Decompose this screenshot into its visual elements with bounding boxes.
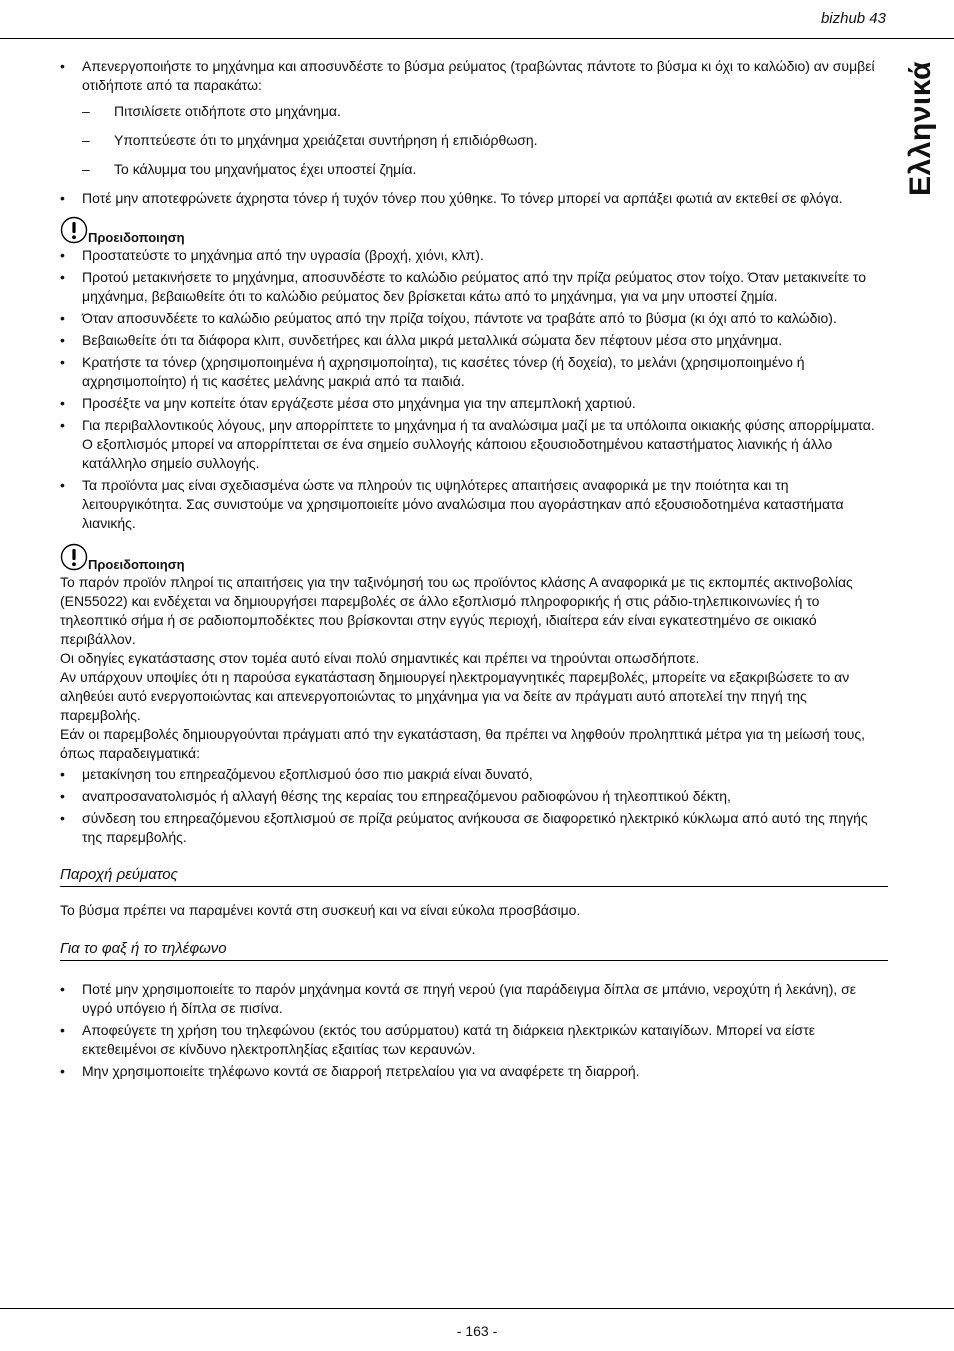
- list-item: • Ποτέ μην αποτεφρώνετε άχρηστα τόνερ ή τυχόν τόνερ που χύθηκε. Το τόνερ μπορεί να αρπάξει φωτιά αν εκτεθεί σε φλόγα.: [60, 189, 888, 208]
- installation-paragraph: Οι οδηγίες εγκατάστασης στον τομέα αυτό είναι πολύ σημαντικές και πρέπει να τηρούνται οπωσδήποτε.: [60, 650, 700, 666]
- list-item: • Όταν αποσυνδέετε το καλώδιο ρεύματος από την πρίζα τοίχου, πάντοτε να τραβάτε από το βύσμα (κι όχι από το καλώδιο).: [60, 309, 888, 328]
- list-item: • Κρατήστε τα τόνερ (χρησιμοποιημένα ή αχρησιμοποίητα), τις κασέτες τόνερ (ή δοχεία), το μελάνι (χρησιμοποιημένο ή αχρησιμοποίητο) ή τις κασέτες μελάνης μακριά από τα παιδιά.: [60, 353, 888, 391]
- measures-list: [60, 765, 888, 847]
- warning-list: [60, 246, 888, 533]
- list-item: • Μην χρησιμοποιείτε τηλέφωνο κοντά σε διαρροή πετρελαίου για να αναφέρετε τη διαρροή.: [60, 1062, 888, 1081]
- page-content: [60, 57, 888, 1084]
- list-item: • Για περιβαλλοντικούς λόγους, μην απορρίπτετε το μηχάνημα ή τα αναλώσιμα μαζί με τα υπόλοιπα οικιακής φύσης απορρίμματα. Ο εξοπλισμός μπορεί να απορρίπτεται σε ένα σημείο συλλογής κάποιου εξουσιοδοτημένου καταστήματος λιανικής ή άλλο κατάλληλο σημείο συλλογής.: [60, 416, 888, 473]
- list-item: • σύνδεση του επηρεαζόμενου εξοπλισμού σε πρίζα ρεύματος ανήκουσα σε διαφορετικό ηλεκτρικό κύκλωμα από αυτό της πηγής της παρεμβολής.: [60, 809, 888, 847]
- warning-heading: [60, 216, 888, 246]
- list-item: – Το κάλυμμα του μηχανήματος έχει υποστεί ζημία.: [82, 160, 888, 179]
- list-item: • Προστατεύστε το μηχάνημα από την υγρασία (βροχή, χιόνι, κλπ).: [60, 246, 888, 265]
- list-item: • Αποφεύγετε τη χρήση του τηλεφώνου (εκτός του ασύρματου) κατά τη διάρκεια ηλεκτρικών καταιγίδων. Μπορεί να είστε εκτεθειμένοι σε κίνδυνο ηλεκτροπληξίας εξαιτίας των κεραυνών.: [60, 1021, 888, 1059]
- warning-icon: [60, 216, 88, 244]
- list-item: • αναπροσανατολισμός ή αλλαγή θέσης της κεραίας του επηρεαζόμενου ραδιοφώνου ή τηλεοπτικού δέκτη,: [60, 787, 888, 806]
- list-item: [60, 57, 888, 179]
- warning-label: Προειδοποιηση: [88, 230, 185, 245]
- header-title: bizhub 43: [820, 10, 886, 27]
- footer-rule: [0, 1308, 954, 1309]
- emission-paragraph: Το παρόν προϊόν πληροί τις απαιτήσεις για την ταξινόμησή του ως προϊόντος κλάσης Α αναφορικά με τις εκπομπές ακτινοβολίας (EN55022) και ενδέχεται να δημιουργήσει παρεμβολές σε άλλο εξοπλισμό πληροφορικής ή στις ράδιο-τηλεπικοινωνίες ή το τηλεοπτικό σήμα ή σε ραδιοπομποδέκτες που βρίσκονται στην εγγύς περιοχή, ιδιαίτερα εάν είναι εγκατεστημένο σε οικιακό περιβάλλον.: [60, 574, 853, 647]
- warning-heading: [60, 543, 888, 573]
- list-item: • Ποτέ μην χρησιμοποιείτε το παρόν μηχάνημα κοντά σε πηγή νερού (για παράδειγμα δίπλα σε μπάνιο, νεροχύτη ή λεκάνη), σε υγρό υπόγειο ή δίπλα σε πισίνα.: [60, 980, 888, 1018]
- interference-paragraph: Αν υπάρχουν υποψίες ότι η παρούσα εγκατάσταση δημιουργεί ηλεκτρομαγνητικές παρεμβολές, μπορείτε να εξακριβώσετε το αν αληθεύει αυτό ενεργοποιώντας και απενεργοποιώντας το μηχάνημα για να δείτε αν πράγματι αυτό αποτελεί την πηγή της παρεμβολής.: [60, 669, 850, 723]
- intro-list: [60, 57, 888, 208]
- list-item: – Υποπτεύεστε ότι το μηχάνημα χρειάζεται συντήρηση ή επιδιόρθωση.: [82, 131, 888, 150]
- section-heading-phone: Για το φαξ ή το τηλέφωνο: [60, 939, 888, 961]
- list-item: – Πιτσιλίσετε οτιδήποτε στο μηχάνημα.: [82, 102, 888, 121]
- list-item: • Τα προϊόντα μας είναι σχεδιασμένα ώστε να πληρούν τις υψηλότερες απαιτήσεις αναφορικά με την ποιότητα και τη λειτουργικότητα. Σας συνιστούμε να χρησιμοποιείτε μόνο αναλώσιμα που αγοράστηκαν από εξουσιοδοτημένα καταστήματα λιανικής.: [60, 476, 888, 533]
- list-item: • Βεβαιωθείτε ότι τα διάφορα κλιπ, συνδετήρες και άλλα μικρά μεταλλικά σώματα δεν πέφτουν μέσα στο μηχάνημα.: [60, 331, 888, 350]
- header-rule: [0, 38, 954, 39]
- page-number: - 163 -: [456, 1323, 498, 1339]
- language-tab-label: Ελληνικά: [903, 60, 937, 196]
- language-tab: [895, 58, 945, 198]
- warning-label: Προειδοποιηση: [88, 557, 185, 572]
- intro-item-1: Απενεργοποιήστε το μηχάνημα και αποσυνδέστε το βύσμα ρεύματος (τραβώντας πάντοτε το βύσμα κι όχι το καλώδιο) αν συμβεί οτιδήποτε από τα παρακάτω:: [82, 58, 875, 93]
- measures-paragraph: Εάν οι παρεμβολές δημιουργούνται πράγματι από την εγκατάσταση, θα πρέπει να ληφθούν προληπτικά μέτρα για τη μείωσή τους, όπως παραδειγματικά:: [60, 726, 866, 761]
- list-item: • μετακίνηση του επηρεαζόμενου εξοπλισμού όσο πιο μακριά είναι δυνατό,: [60, 765, 888, 784]
- power-text: Το βύσμα πρέπει να παραμένει κοντά στη συσκευή και να είναι εύκολα προσβάσιμο.: [60, 902, 581, 918]
- list-item: • Προσέξτε να μην κοπείτε όταν εργάζεστε μέσα στο μηχάνημα για την απεμπλοκή χαρτιού.: [60, 394, 888, 413]
- intro-sublist: [82, 102, 888, 179]
- section-heading-power: Παροχή ρεύματος: [60, 865, 888, 887]
- list-item: • Προτού μετακινήσετε το μηχάνημα, αποσυνδέστε το καλώδιο ρεύματος από την πρίζα ρεύματος στον τοίχο. Όταν μετακινείτε το μηχάνημα, βεβαιωθείτε ότι το καλώδιο ρεύματος δεν βρίσκεται κάτω από το μηχάνημα, για να μην υποστεί ζημία.: [60, 268, 888, 306]
- phone-list: [60, 980, 888, 1081]
- warning-icon: [60, 543, 88, 571]
